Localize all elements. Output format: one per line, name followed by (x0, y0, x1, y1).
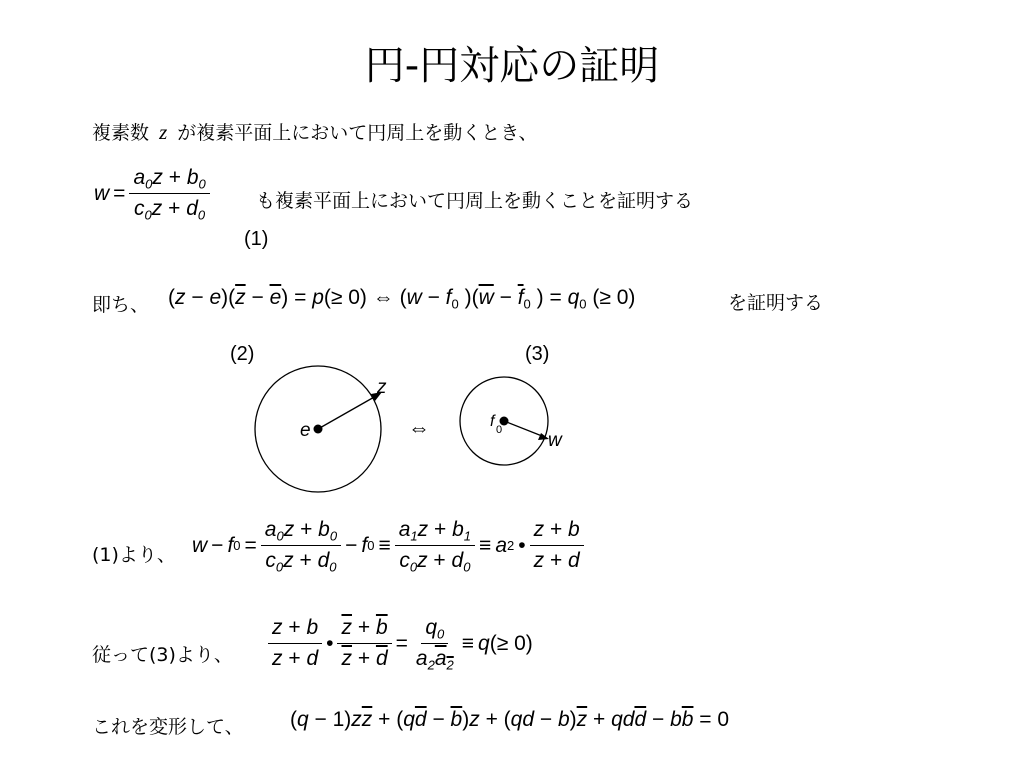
from-1-prefix: (1)より、 (92, 544, 176, 566)
transform-prefix: これを変形して、 (92, 716, 244, 738)
namely-prefix: 即ち、 (92, 294, 150, 316)
variable-z: z (159, 120, 168, 144)
equation-label-1: (1) (244, 228, 269, 250)
equals-sign: = (113, 181, 126, 205)
q-equation: $\frac{z + b}{z + d}$ • $\frac{\overline{z} + \overline{b}}{\overline{z} + \overline{d}}$ = $\frac{q_0}{a_2a_2}$ ≡ q (≥ 0) (268, 616, 533, 671)
mobius-fraction: $\frac{a_0z + b_0}{c_0z + d_0}$ (129, 166, 209, 221)
radius-arrow-w (504, 421, 542, 436)
label-w: w (548, 430, 562, 451)
label-f0: f (490, 413, 495, 430)
claim-text: も複素平面上において円周上を動くことを証明する (256, 190, 694, 212)
circle-final-equation: $(q - 1)z\overline{z} + (q\overline{d} - \overline{b})z + (qd - b)\overline{z} + qd\overline{d} - b\overline{b} = 0$ (290, 708, 730, 731)
therefore-prefix: 従って(3)より、 (92, 644, 233, 666)
intro-prefix: 複素数 (92, 122, 150, 144)
label-e: e (300, 420, 311, 441)
w-symbol: w (94, 181, 110, 205)
circle-equivalence-equation: $(z - e)(\overline{z} - \overline{e}) = p(\ge 0)$ ⇔ ($w - f_0$ )($\overline{w} - \overline{f}_0$ ) = $q_0$ (≥ 0) (168, 286, 636, 312)
label-z: z (377, 377, 387, 398)
label-2: (2) (230, 343, 255, 365)
label-3: (3) (525, 343, 550, 365)
page-title: 円-円対応の証明 (364, 43, 660, 89)
iff-symbol: ⇔ (408, 415, 430, 440)
intro-sentence (92, 118, 538, 145)
label-f0-subscript: 0 (496, 424, 503, 436)
prove-suffix: を証明する (728, 292, 824, 314)
radius-arrow-z (318, 396, 376, 429)
mobius-equation (94, 166, 210, 221)
intro-suffix: が複素平面上において円周上を動くとき、 (177, 122, 538, 144)
circle-diagram (220, 335, 580, 500)
w-minus-f0-equation: w − f 0 = $\frac{a_0z + b_0}{c_0z + d_0}$ − f 0 ≡ $\frac{a_1z + b_1}{c_0z + d_0}$ ≡ a 2 • $\frac{z + b}{z + d}$ (192, 518, 584, 573)
